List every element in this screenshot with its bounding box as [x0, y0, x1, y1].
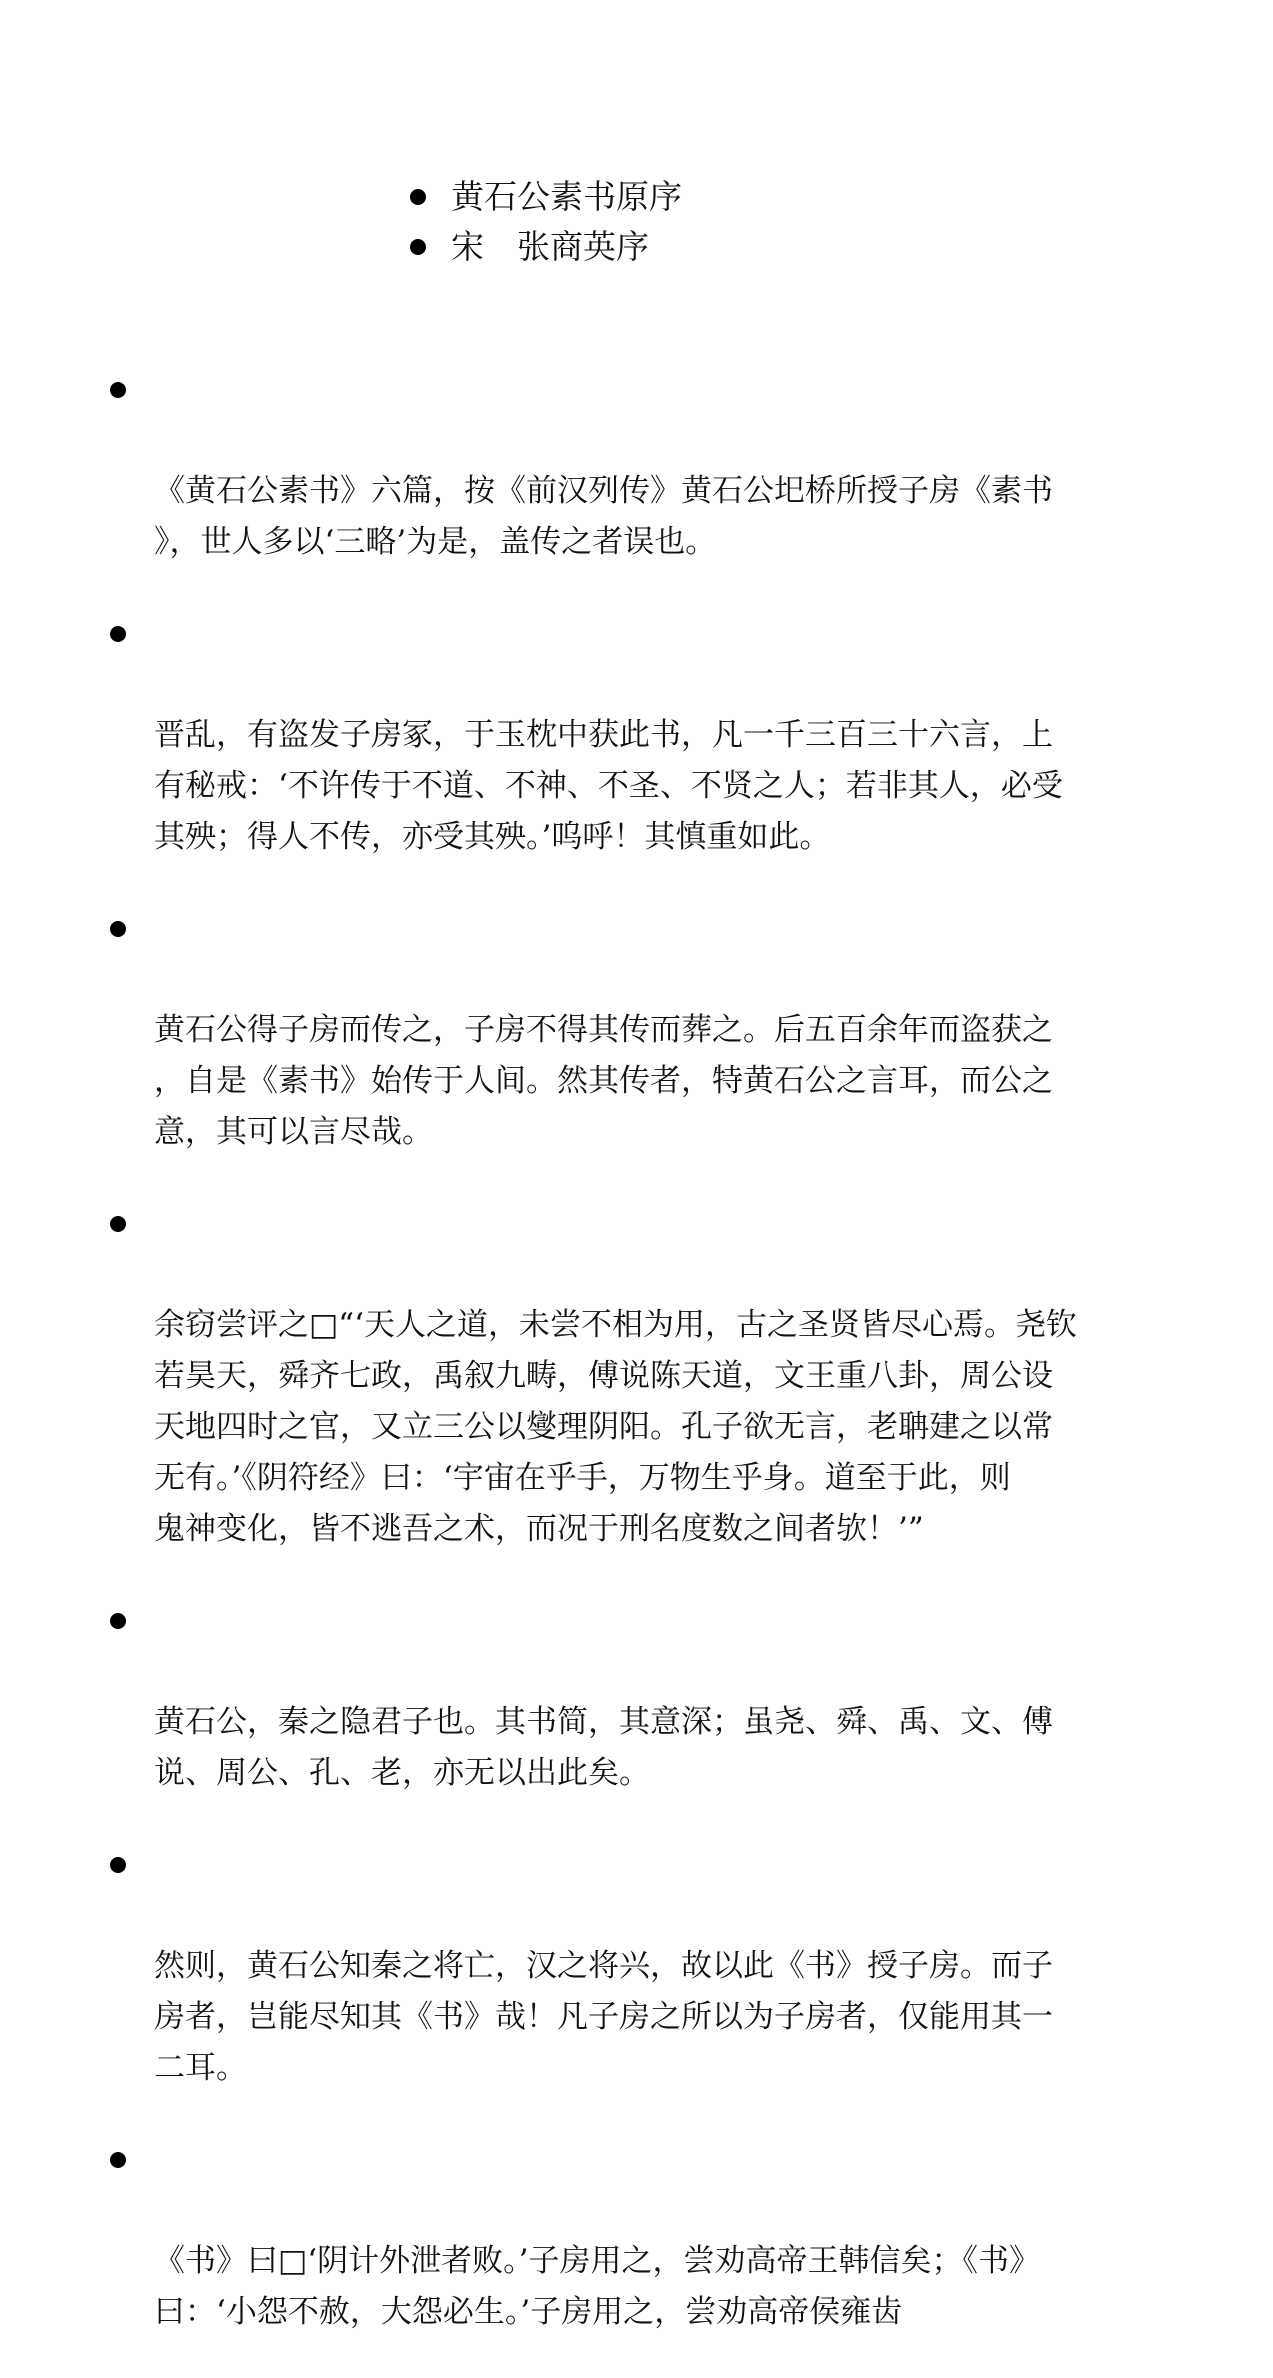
- paragraph-list: [110, 364, 1190, 2378]
- paragraph-text: 黄石公，秦之隐君子也。其书简，其意深；虽尧、舜、禹、文、傅 说、周公、孔、老，亦无以出此矣。: [154, 1704, 1053, 1791]
- toc-item: [408, 172, 682, 222]
- toc-item: [408, 222, 682, 272]
- bullet-icon: [410, 239, 426, 255]
- paragraph-text: 余窃尝评之□“‘天人之道，未尝不相为用，古之圣贤皆尽心焉。尧钦 若昊天，舜齐七政，禹叙九畴，傅说陈天道，文王重八卦，周公设 天地四时之官，又立三公以燮理阴阳。孔子欲无言，老聃建之以常 无有。’《阴符经》曰：‘宇宙在乎手，万物生乎身。道至于此，则 鬼神变化，皆不逃吾之术，而况于刑名度数之间者欤！’”: [154, 1307, 1077, 1547]
- bullet-icon: [110, 382, 126, 398]
- paragraph-text: 然则，黄石公知秦之将亡，汉之将兴，故以此《书》授子房。而子 房者，岂能尽知其《书》哉！凡子房之所以为子房者，仅能用其一 二耳。: [154, 1948, 1053, 2086]
- bullet-icon: [410, 189, 426, 205]
- paragraph-text: 《黄石公素书》六篇，按《前汉列传》黄石公圯桥所授子房《素书 》，世人多以‘三略’为是，盖传之者误也。: [154, 473, 1053, 560]
- bullet-icon: [110, 626, 126, 642]
- bullet-icon: [110, 1216, 126, 1232]
- bullet-icon: [110, 921, 126, 937]
- paragraph: [110, 2134, 1190, 2338]
- paragraph-text: 晋乱，有盗发子房冢，于玉枕中获此书，凡一千三百三十六言，上 有秘戒：‘不许传于不道、不神、不圣、不贤之人；若非其人，必受 其殃；得人不传，亦受其殃。’呜呼！其慎重如此。: [154, 717, 1063, 855]
- paragraph: [110, 1595, 1190, 1799]
- bullet-icon: [110, 1613, 126, 1629]
- paragraph: [110, 903, 1190, 1158]
- bullet-icon: [110, 1857, 126, 1873]
- toc-item-text: 宋 张商英序: [451, 227, 649, 266]
- paragraph: [110, 364, 1190, 568]
- toc-item-text: 黄石公素书原序: [451, 177, 682, 216]
- table-of-contents: [408, 172, 682, 272]
- paragraph: [110, 1839, 1190, 2094]
- paragraph-text: 黄石公得子房而传之，子房不得其传而葬之。后五百余年而盗获之 ，自是《素书》始传于人间。然其传者，特黄石公之言耳，而公之 意，其可以言尽哉。: [154, 1012, 1053, 1150]
- paragraph: [110, 608, 1190, 863]
- bullet-icon: [110, 2152, 126, 2168]
- paragraph: [110, 1198, 1190, 1555]
- paragraph-text: 《书》曰□‘阴计外泄者败。’子房用之，尝劝高帝王韩信矣；《书》 曰：‘小怨不赦，大怨必生。’子房用之，尝劝高帝侯雍齿: [154, 2243, 1040, 2330]
